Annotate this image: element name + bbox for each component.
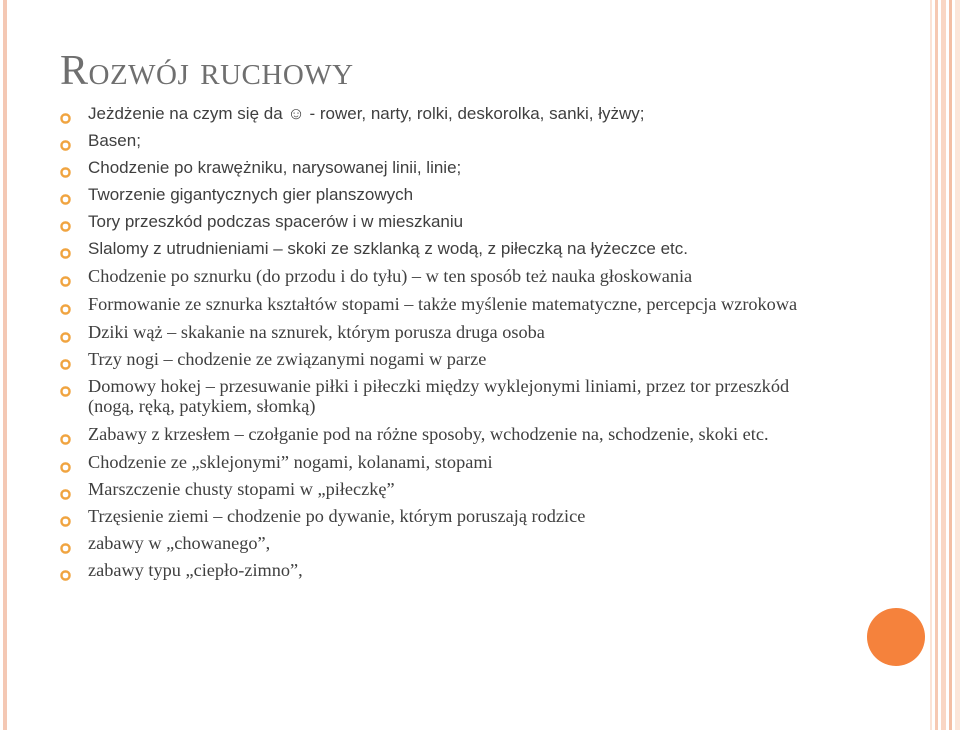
left-decorative-stripe <box>3 0 7 730</box>
hollow-square-bullet-icon <box>60 109 71 120</box>
hollow-square-bullet-icon <box>60 271 71 282</box>
list-item <box>60 560 830 580</box>
list-item-text: Trzy nogi – chodzenie ze związanymi nogami w parze <box>88 349 487 369</box>
list-item-text: Formowanie ze sznurka kształtów stopami – także myślenie matematyczne, percepcja wzrokowa <box>88 294 798 314</box>
list-item <box>60 239 830 259</box>
list-item-text: Marszczenie chusty stopami w „piłeczkę” <box>88 479 395 499</box>
hollow-square-bullet-icon <box>60 327 71 338</box>
hollow-square-bullet-icon <box>60 457 71 468</box>
hollow-square-bullet-icon <box>60 190 71 201</box>
list-item-text: Dziki wąż – skakanie na sznurek, którym porusza druga osoba <box>88 322 545 342</box>
list-item <box>60 479 830 499</box>
list-item-text: Jeżdżenie na czym się da ☺ - rower, narty, rolki, deskorolka, sanki, łyżwy; <box>88 104 645 123</box>
hollow-square-bullet-icon <box>60 429 71 440</box>
slide-title: Rozwój ruchowy <box>60 48 354 94</box>
hollow-square-bullet-icon <box>60 484 71 495</box>
list-item <box>60 185 830 205</box>
list-item-text: Chodzenie po sznurku (do przodu i do tyłu) – w ten sposób też nauka głoskowania <box>88 266 693 286</box>
list-item <box>60 376 830 416</box>
hollow-square-bullet-icon <box>60 511 71 522</box>
list-item <box>60 294 830 314</box>
list-item-text: Domowy hokej – przesuwanie piłki i piłeczki między wyklejonymi liniami, przez tor przeszkód (nogą, ręką, patykiem, słomką) <box>88 376 790 416</box>
list-item <box>60 533 830 553</box>
list-item <box>60 212 830 232</box>
list-item <box>60 131 830 151</box>
bullet-list <box>60 104 830 587</box>
hollow-square-bullet-icon <box>60 354 71 365</box>
list-item-text: Chodzenie po krawężniku, narysowanej linii, linie; <box>88 158 462 177</box>
list-item-text: Basen; <box>88 131 141 150</box>
list-item <box>60 158 830 178</box>
hollow-square-bullet-icon <box>60 163 71 174</box>
list-item <box>60 322 830 342</box>
hollow-square-bullet-icon <box>60 136 71 147</box>
list-item <box>60 349 830 369</box>
list-item <box>60 266 830 286</box>
list-item-text: Chodzenie ze „sklejonymi” nogami, kolanami, stopami <box>88 452 493 472</box>
hollow-square-bullet-icon <box>60 538 71 549</box>
hollow-square-bullet-icon <box>60 217 71 228</box>
list-item-text: zabawy w „chowanego”, <box>88 533 271 553</box>
list-item <box>60 452 830 472</box>
list-item <box>60 424 830 444</box>
hollow-square-bullet-icon <box>60 299 71 310</box>
list-item-text: Trzęsienie ziemi – chodzenie po dywanie, którym poruszają rodzice <box>88 506 586 526</box>
decorative-orange-circle <box>867 608 925 666</box>
hollow-square-bullet-icon <box>60 244 71 255</box>
hollow-square-bullet-icon <box>60 565 71 576</box>
list-item-text: zabawy typu „ciepło-zimno”, <box>88 560 303 580</box>
list-item-text: Tory przeszkód podczas spacerów i w mieszkaniu <box>88 212 464 231</box>
list-item <box>60 506 830 526</box>
list-item-text: Zabawy z krzesłem – czołganie pod na różne sposoby, wchodzenie na, schodzenie, skoki etc. <box>88 424 769 444</box>
right-decorative-stripes <box>930 0 960 730</box>
list-item-text: Slalomy z utrudnieniami – skoki ze szklanką z wodą, z piłeczką na łyżeczce etc. <box>88 239 688 258</box>
hollow-square-bullet-icon <box>60 381 71 392</box>
list-item <box>60 104 830 124</box>
list-item-text: Tworzenie gigantycznych gier planszowych <box>88 185 414 204</box>
